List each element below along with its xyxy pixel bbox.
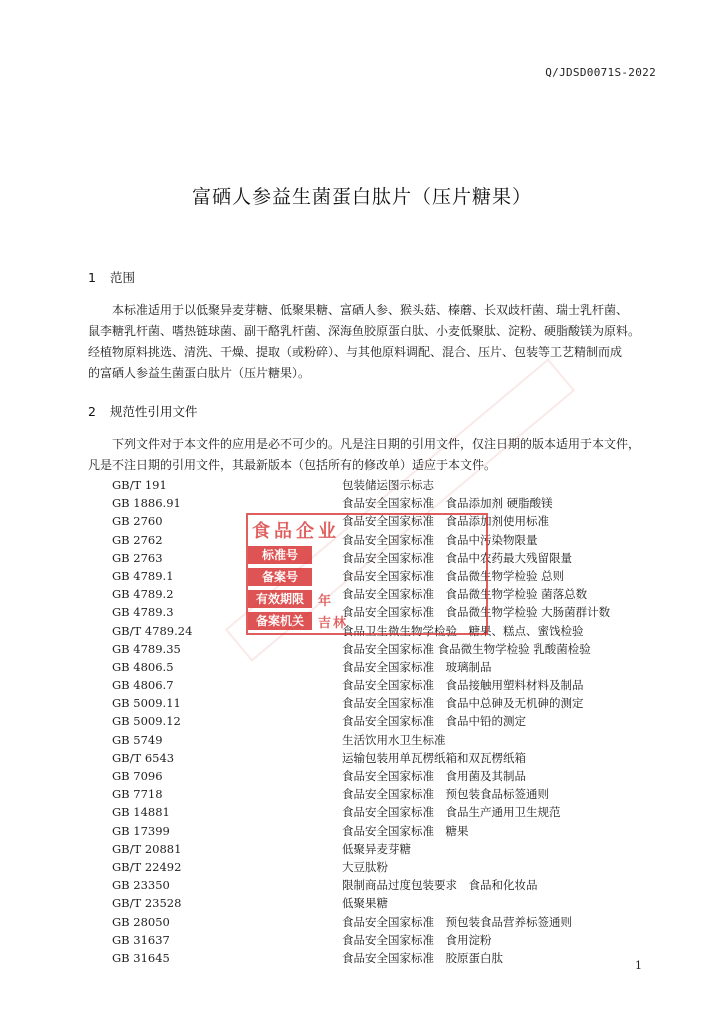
reference-code: GB 5749 <box>112 732 163 747</box>
page-number: 1 <box>635 959 642 972</box>
reference-title: 食品安全国家标准 食品生产通用卫生规范 <box>342 805 561 820</box>
reference-row <box>112 803 672 821</box>
reference-row <box>112 567 672 585</box>
paragraph-line: 的富硒人参益生菌蛋白肽片（压片糖果）。 <box>88 366 311 380</box>
reference-title: 食品安全国家标准 食品中总砷及无机砷的测定 <box>342 696 584 711</box>
reference-title: 低聚异麦芽糖 <box>342 841 411 856</box>
stamp-label: 备案号 <box>248 568 312 586</box>
section-title: 规范性引用文件 <box>109 404 198 419</box>
reference-title: 包装储运图示标志 <box>342 478 434 492</box>
reference-code: GB 7096 <box>112 769 163 783</box>
reference-row <box>112 603 672 621</box>
reference-row <box>112 840 672 858</box>
reference-row <box>112 622 672 640</box>
reference-title: 大豆肽粉 <box>342 859 388 874</box>
reference-code: GB 31637 <box>112 932 170 947</box>
reference-title: 食品安全国家标准 食品微生物学检验 大肠菌群计数 <box>342 605 611 620</box>
paragraph-line: 鼠李糖乳杆菌、嗜热链球菌、副干酪乳杆菌、深海鱼胶原蛋白肽、小麦低聚肽、淀粉、硬脂酸镁为原料。 <box>88 324 641 338</box>
reference-code: GB 5009.11 <box>112 696 181 711</box>
reference-code: GB 4789.1 <box>112 568 174 583</box>
reference-row <box>112 858 672 876</box>
reference-row <box>112 731 672 749</box>
reference-title: 食品安全国家标准 食品微生物学检验 总则 <box>342 568 565 583</box>
reference-row <box>112 694 672 712</box>
stamp-label: 标准号 <box>248 546 312 564</box>
reference-row <box>112 894 672 912</box>
reference-row <box>112 822 672 840</box>
reference-title: 食品安全国家标准 食品接触用塑料材料及制品 <box>342 678 584 693</box>
document-title: 富硒人参益生菌蛋白肽片（压片糖果） <box>191 186 532 208</box>
paragraph-line: 凡是不注日期的引用文件，其最新版本（包括所有的修改单）适应于本文件。 <box>88 458 497 472</box>
reference-row <box>112 749 672 767</box>
reference-title: 食品安全国家标准 预包装食品营养标签通则 <box>342 914 572 929</box>
reference-code: GB 4789.35 <box>112 641 181 656</box>
reference-title: 食品安全国家标准 食品微生物学检验 乳酸菌检验 <box>342 641 591 656</box>
reference-code: GB/T 20881 <box>112 841 182 856</box>
reference-title: 食品安全国家标准 食品添加剂使用标准 <box>342 514 549 529</box>
reference-row <box>112 476 672 494</box>
reference-title: 食品安全国家标准 预包装食品标签通则 <box>342 787 549 802</box>
paragraph-line: 本标准适用于以低聚异麦芽糖、低聚果糖、富硒人参、猴头菇、榛蘑、长双歧杆菌、瑞士乳杆菌、 <box>112 303 629 317</box>
stamp-label: 备案机关 <box>248 612 312 630</box>
reference-code: GB 17399 <box>112 823 170 838</box>
reference-title: 低聚果糖 <box>342 896 388 911</box>
reference-title: 食品安全国家标准 食品微生物学检验 菌落总数 <box>342 587 588 602</box>
stamp-agency: 吉林 <box>318 616 349 631</box>
reference-code: GB 31645 <box>112 950 170 965</box>
reference-row <box>112 913 672 931</box>
reference-code: GB 23350 <box>112 878 170 893</box>
reference-code: GB 4789.2 <box>112 587 174 602</box>
section-heading-references <box>88 402 198 420</box>
reference-title: 食品卫生微生物学检验 糖果、糕点、蜜饯检验 <box>342 623 584 638</box>
reference-list <box>112 476 672 967</box>
reference-row <box>112 712 672 730</box>
section-heading-scope <box>88 268 135 286</box>
reference-code: GB 4806.5 <box>112 659 174 674</box>
scope-paragraph <box>88 300 656 384</box>
reference-row <box>112 949 672 967</box>
section-number: 2 <box>88 404 96 419</box>
references-intro-paragraph <box>88 434 656 476</box>
reference-row <box>112 658 672 676</box>
reference-row <box>112 512 672 530</box>
reference-title: 食品安全国家标准 玻璃制品 <box>342 659 492 674</box>
reference-title: 食品安全国家标准 食品中铅的测定 <box>342 714 526 729</box>
reference-code: GB 5009.12 <box>112 714 181 729</box>
stamp-validity: 年 <box>318 594 334 609</box>
reference-title: 食品安全国家标准 食用淀粉 <box>342 932 492 947</box>
reference-code: GB/T 191 <box>112 478 167 492</box>
reference-row <box>112 676 672 694</box>
paragraph-line: 下列文件对于本文件的应用是必不可少的。凡是注日期的引用文件，仅注日期的版本适用于本文件， <box>112 437 641 451</box>
reference-title: 限制商品过度包装要求 食品和化妆品 <box>342 878 538 893</box>
reference-title: 食品安全国家标准 食品添加剂 硬脂酸镁 <box>342 496 553 511</box>
reference-code: GB 4806.7 <box>112 678 174 693</box>
section-title: 范围 <box>109 270 135 285</box>
reference-code: GB 1886.91 <box>112 496 181 511</box>
stamp-label: 有效期限 <box>248 590 312 608</box>
reference-row <box>112 931 672 949</box>
reference-row <box>112 549 672 567</box>
reference-code: GB/T 23528 <box>112 896 182 911</box>
reference-title: 食品安全国家标准 胶原蛋白肽 <box>342 950 503 965</box>
reference-code: GB 2763 <box>112 550 163 565</box>
reference-row <box>112 876 672 894</box>
stamp-headline: 食品企业 <box>252 521 340 542</box>
reference-title: 食品安全国家标准 食品中污染物限量 <box>342 532 538 547</box>
reference-code: GB/T 6543 <box>112 750 175 765</box>
reference-code: GB 2762 <box>112 532 163 547</box>
reference-code: GB 14881 <box>112 805 170 820</box>
paragraph-line: 经植物原料挑选、清洗、干燥、提取（或粉碎）、与其他原料调配、混合、压片、包装等工艺精制而成 <box>88 345 623 359</box>
section-number: 1 <box>88 270 96 285</box>
reference-code: GB 4789.3 <box>112 605 174 620</box>
reference-row <box>112 785 672 803</box>
reference-row <box>112 585 672 603</box>
reference-code: GB 7718 <box>112 787 163 802</box>
document-code: Q/JDSD0071S-2022 <box>545 66 656 79</box>
reference-title: 食品安全国家标准 糖果 <box>342 823 469 838</box>
reference-title: 生活饮用水卫生标准 <box>342 732 446 747</box>
reference-title: 运输包装用单瓦楞纸箱和双瓦楞纸箱 <box>342 750 526 765</box>
reference-title: 食品安全国家标准 食用菌及其制品 <box>342 769 526 783</box>
reference-code: GB/T 4789.24 <box>112 623 193 638</box>
reference-row <box>112 767 672 785</box>
reference-code: GB/T 22492 <box>112 859 182 874</box>
reference-row <box>112 640 672 658</box>
reference-code: GB 28050 <box>112 914 170 929</box>
reference-code: GB 2760 <box>112 514 163 529</box>
reference-row <box>112 531 672 549</box>
reference-title: 食品安全国家标准 食品中农药最大残留限量 <box>342 550 572 565</box>
reference-row <box>112 494 672 512</box>
